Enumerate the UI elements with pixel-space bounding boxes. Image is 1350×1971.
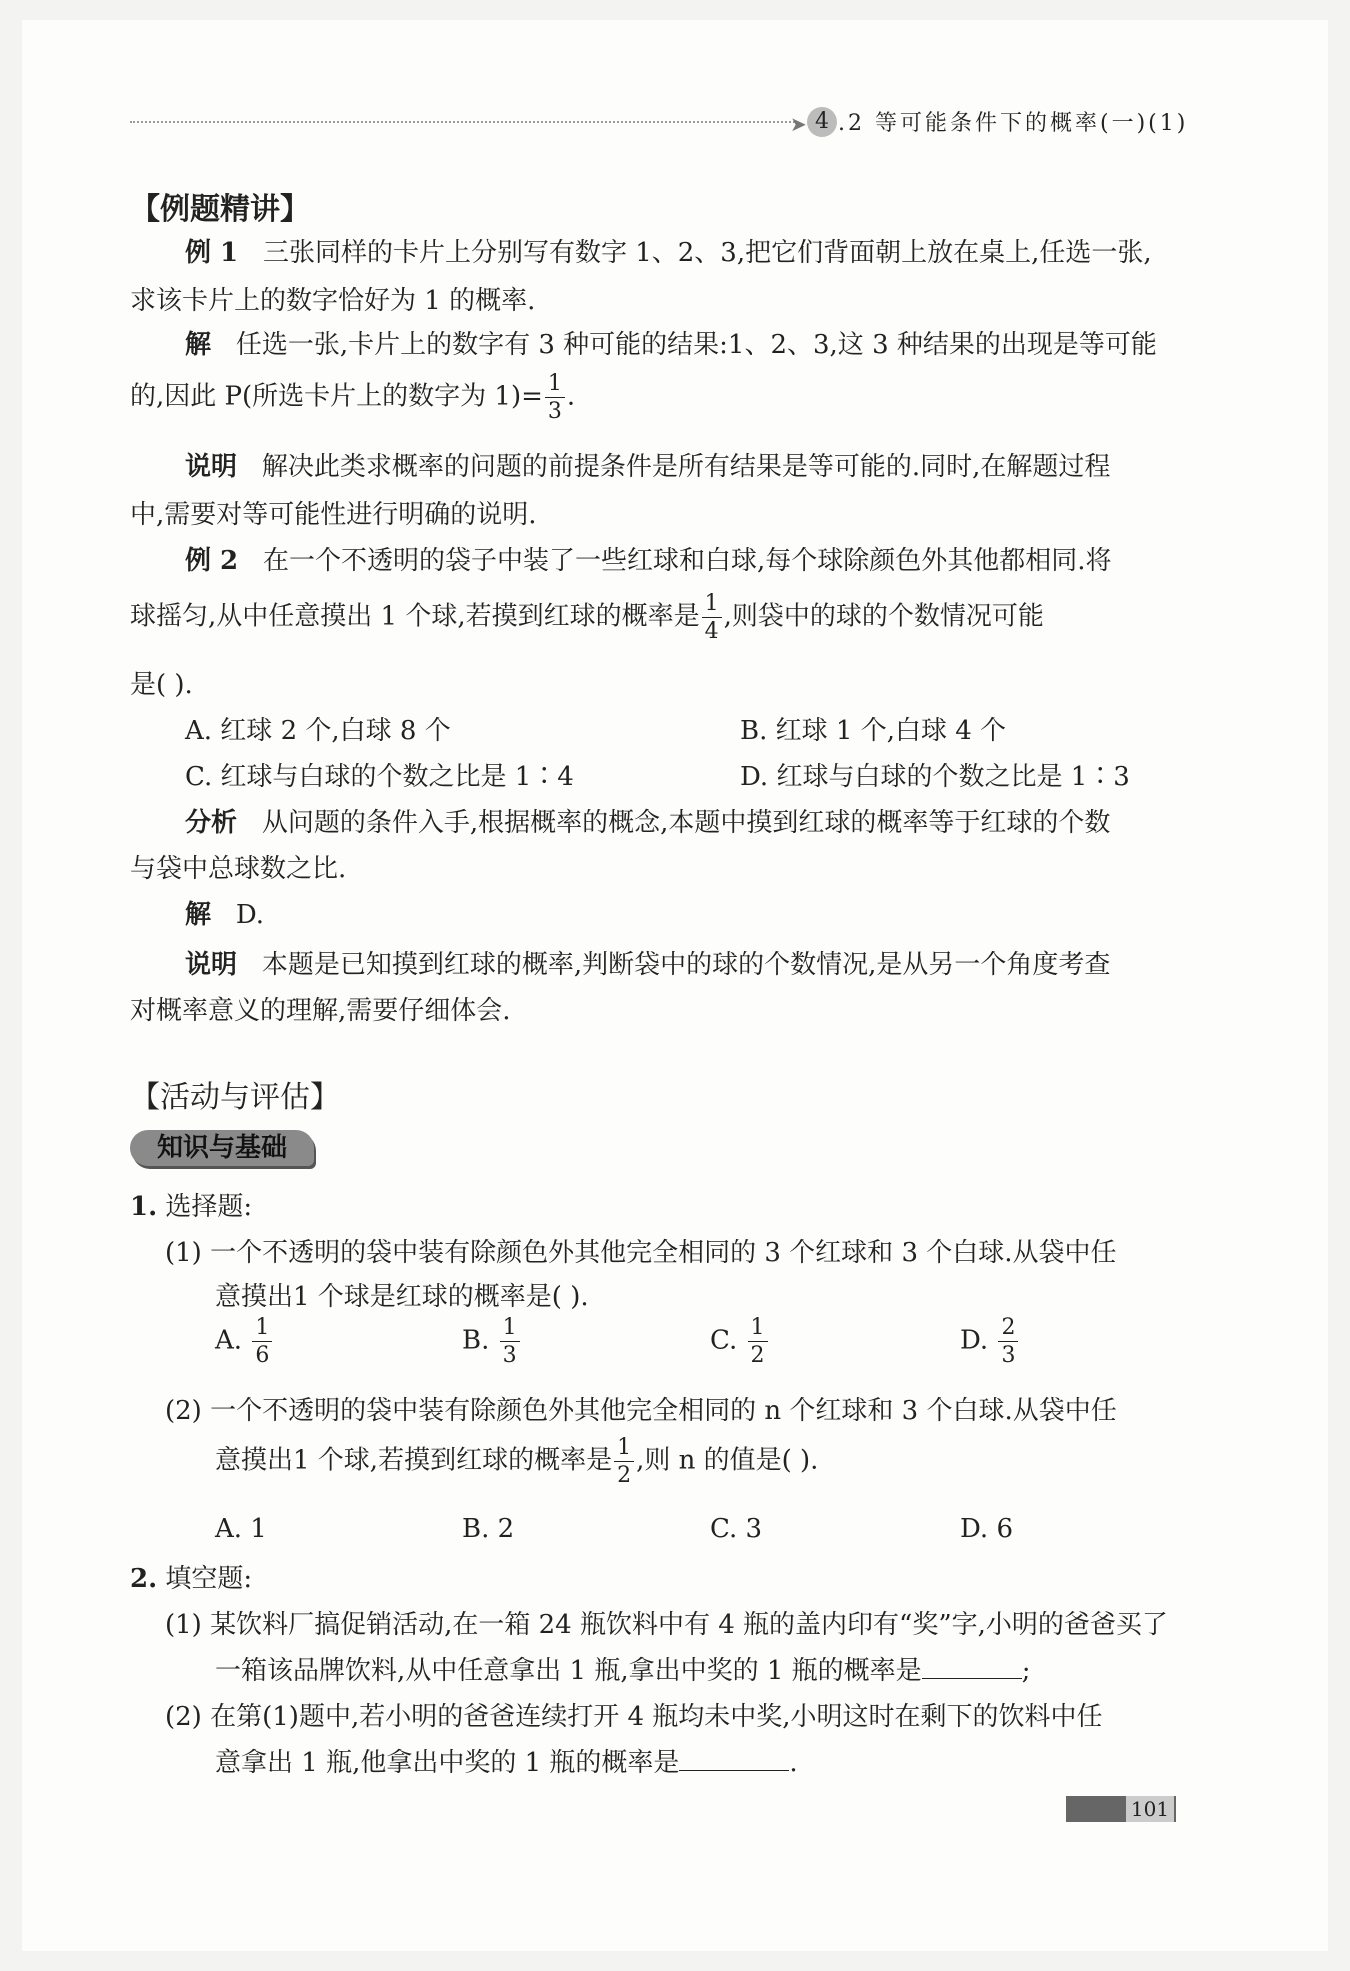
fraction-numerator: 1 <box>252 1316 272 1342</box>
example-2-solution-label: 解 <box>185 900 212 930</box>
example-2-analysis-line-1 <box>185 802 1110 839</box>
example-2-note-line-1 <box>185 944 1110 981</box>
example-2-option-d: D. 红球与白球的个数之比是 1∶3 <box>740 762 1130 792</box>
fraction-numerator: 1 <box>702 592 722 618</box>
fraction-one-half <box>614 1436 634 1487</box>
question-1-part-2-line-2 <box>215 1436 818 1487</box>
example-1-line-1 <box>185 232 1152 269</box>
fraction-denominator: 2 <box>617 1463 632 1489</box>
fraction-numerator: 1 <box>500 1316 520 1342</box>
fraction-numerator: 2 <box>998 1316 1018 1342</box>
question-1-part-1-option-c <box>710 1316 770 1367</box>
option-fraction <box>500 1316 520 1367</box>
example-1-solution-line-1 <box>185 324 1157 361</box>
fraction-denominator: 6 <box>255 1343 270 1369</box>
question-1-part-1-label: (1) <box>165 1238 202 1268</box>
option-fraction <box>998 1316 1018 1367</box>
question-1-part-1-text: 一个不透明的袋中装有除颜色外其他完全相同的 3 个红球和 3 个白球.从袋中任 <box>210 1238 1117 1268</box>
example-2-analysis-line-2: 与袋中总球数之比. <box>130 854 347 884</box>
question-2-part-1-line-2 <box>215 1650 1030 1687</box>
example-1-solution-label: 解 <box>185 330 212 360</box>
example-2-line-3: 是( ). <box>130 670 193 700</box>
example-2-note-line-2: 对概率意义的理解,需要仔细体会. <box>130 996 511 1026</box>
example-1-solution-text-2: 的,因此 P(所选卡片上的数字为 1)= <box>130 381 543 412</box>
fraction-one-third <box>545 372 565 423</box>
fraction-denominator: 3 <box>502 1343 517 1369</box>
example-2-solution <box>185 894 264 931</box>
example-2-analysis-text: 从问题的条件入手,根据概率的概念,本题中摸到红球的概率等于红球的个数 <box>261 808 1111 838</box>
option-letter: A. <box>215 1325 243 1356</box>
example-1-line-2: 求该卡片上的数字恰好为 1 的概率. <box>130 286 536 316</box>
fraction-denominator: 2 <box>750 1343 765 1369</box>
question-1-part-2-option-d: D. 6 <box>960 1514 1013 1544</box>
question-1-part-2-line-1 <box>165 1390 1117 1427</box>
example-1-text: 三张同样的卡片上分别写有数字 1、2、3,把它们背面朝上放在桌上,任选一张, <box>262 238 1152 268</box>
example-1-note-label: 说明 <box>185 452 238 482</box>
question-1-part-1-option-a <box>215 1316 274 1367</box>
option-letter: B. <box>462 1325 490 1356</box>
example-2-option-a: A. 红球 2 个,白球 8 个 <box>185 716 451 746</box>
question-1-number: 1. <box>130 1192 158 1222</box>
question-2-part-2-label: (2) <box>165 1702 202 1732</box>
question-1-heading <box>130 1186 252 1223</box>
page-number: 101 <box>1126 1796 1174 1822</box>
option-letter: D. <box>960 1325 989 1356</box>
answer-blank[interactable] <box>679 1748 789 1771</box>
question-2-part-2-text: 在第(1)题中,若小明的爸爸连续打开 4 瓶均未中奖,小明这时在剩下的饮料中任 <box>210 1702 1103 1732</box>
activity-section-title: 【活动与评估】 <box>130 1080 340 1115</box>
question-2-number: 2. <box>130 1564 158 1594</box>
question-1-part-2-text-3: ,则 n 的值是( ). <box>636 1445 819 1476</box>
question-2-title: 填空题: <box>165 1564 253 1594</box>
fraction-denominator: 3 <box>547 399 562 425</box>
question-1-part-1-line-1 <box>165 1232 1117 1269</box>
question-2-part-1-text-2: 一箱该品牌饮料,从中任意拿出 1 瓶,拿出中奖的 1 瓶的概率是 <box>215 1656 922 1686</box>
header-section-title: .2 等可能条件下的概率(一)(1) <box>838 111 1189 136</box>
question-1-part-2-text: 一个不透明的袋中装有除颜色外其他完全相同的 n 个红球和 3 个白球.从袋中任 <box>210 1396 1117 1426</box>
question-1-part-2-option-a: A. 1 <box>215 1514 267 1544</box>
question-2-heading <box>130 1558 252 1595</box>
answer-blank[interactable] <box>922 1656 1022 1679</box>
example-1-note-line-1 <box>185 446 1110 483</box>
fraction-numerator: 1 <box>545 372 565 398</box>
examples-section-title: 【例题精讲】 <box>130 192 310 227</box>
question-1-part-2-text-2: 意摸出1 个球,若摸到红球的概率是 <box>215 1445 613 1476</box>
question-1-part-1-line-2: 意摸出1 个球是红球的概率是( ). <box>215 1282 589 1312</box>
fraction-numerator: 1 <box>614 1436 634 1462</box>
example-2-option-c: C. 红球与白球的个数之比是 1∶4 <box>185 762 574 792</box>
question-1-part-1-option-b <box>462 1316 522 1367</box>
question-2-part-1-text: 某饮料厂搞促销活动,在一箱 24 瓶饮料中有 4 瓶的盖内印有“奖”字,小明的爸爸买了 <box>210 1610 1168 1640</box>
fraction-numerator: 1 <box>748 1316 768 1342</box>
example-1-label: 例 1 <box>185 238 239 268</box>
question-2-part-1-line-1 <box>165 1604 1168 1641</box>
example-2-text: 在一个不透明的袋子中装了一些红球和白球,每个球除颜色外其他都相同.将 <box>262 546 1112 576</box>
example-2-note-text: 本题是已知摸到红球的概率,判断袋中的球的个数情况,是从另一个角度考查 <box>261 950 1111 980</box>
example-1-solution-line-2 <box>130 372 575 423</box>
question-2-part-2-line-2 <box>215 1742 798 1779</box>
header-dotted-rule <box>130 121 798 123</box>
option-letter: C. <box>710 1325 738 1356</box>
question-1-part-1-option-d <box>960 1316 1020 1367</box>
example-2-analysis-label: 分析 <box>185 808 238 838</box>
fraction-denominator: 4 <box>704 619 719 645</box>
example-1-solution-end: . <box>566 381 576 412</box>
question-1-part-2-option-c: C. 3 <box>710 1514 763 1544</box>
example-2-option-b: B. 红球 1 个,白球 4 个 <box>740 716 1007 746</box>
question-1-title: 选择题: <box>165 1192 253 1222</box>
option-fraction <box>252 1316 272 1367</box>
question-1-part-2-option-b: B. 2 <box>462 1514 515 1544</box>
option-fraction <box>748 1316 768 1367</box>
question-2-part-1-end: ; <box>1021 1656 1031 1686</box>
question-2-part-2-text-2: 意拿出 1 瓶,他拿出中奖的 1 瓶的概率是 <box>215 1748 680 1778</box>
example-2-line-2 <box>130 592 1044 643</box>
example-2-text-3: ,则袋中的球的个数情况可能 <box>723 601 1044 632</box>
header-section-circle: 4 <box>807 107 837 137</box>
example-2-solution-text: D. <box>235 900 264 930</box>
example-2-text-2: 球摇匀,从中任意摸出 1 个球,若摸到红球的概率是 <box>130 601 700 632</box>
example-2-label: 例 2 <box>185 546 239 576</box>
fraction-denominator: 3 <box>1001 1343 1016 1369</box>
example-1-note-line-2: 中,需要对等可能性进行明确的说明. <box>130 500 537 530</box>
example-2-note-label: 说明 <box>185 950 238 980</box>
question-2-part-2-end: . <box>789 1748 798 1778</box>
example-1-note-text: 解决此类求概率的问题的前提条件是所有结果是等可能的.同时,在解题过程 <box>261 452 1111 482</box>
example-1-solution-text: 任选一张,卡片上的数字有 3 种可能的结果:1、2、3,这 3 种结果的出现是等可能 <box>235 330 1157 360</box>
fraction-one-quarter <box>702 592 722 643</box>
header-arrow-icon: ➤ <box>790 112 807 136</box>
question-2-part-1-label: (1) <box>165 1610 202 1640</box>
knowledge-basics-badge: 知识与基础 <box>130 1130 314 1166</box>
question-1-part-2-label: (2) <box>165 1396 202 1426</box>
question-2-part-2-line-1 <box>165 1696 1103 1733</box>
example-2-line-1 <box>185 540 1111 577</box>
